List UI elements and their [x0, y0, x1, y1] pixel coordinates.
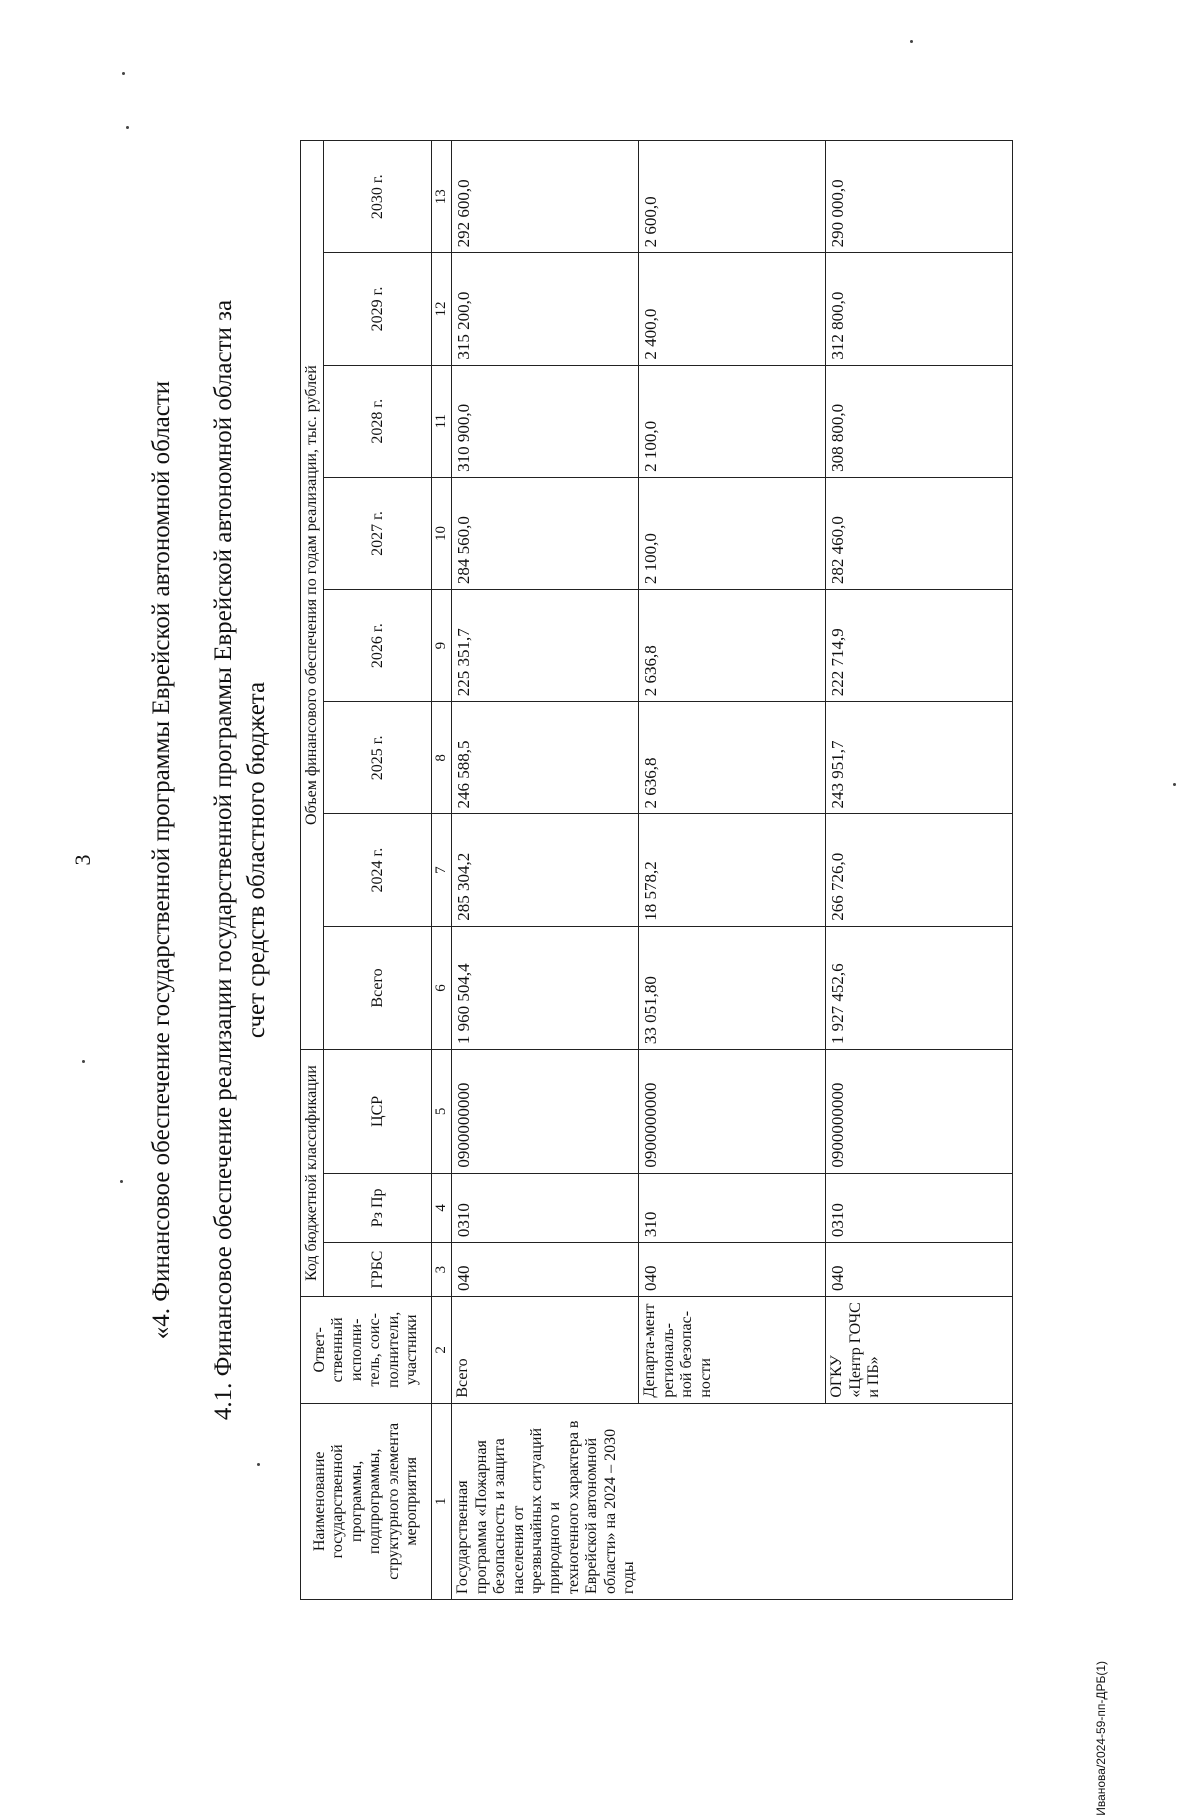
- header-funding: Объем финансового обеспечения по годам реализации, тыс. рублей: [301, 141, 324, 1050]
- header-year: 2028 г.: [324, 365, 432, 477]
- scan-speck: [910, 40, 913, 43]
- column-number: 5: [432, 1050, 452, 1173]
- header-row-1: [301, 141, 324, 1600]
- total-cell: 33 051,80: [639, 926, 826, 1049]
- year-value-cell: 310 900,0: [452, 365, 639, 477]
- responsible-cell: ОГКУ «Центр ГОЧС и ПБ»: [826, 1297, 1013, 1404]
- year-value-cell: 308 800,0: [826, 365, 1013, 477]
- responsible-cell: Всего: [452, 1297, 639, 1404]
- responsible-cell: Департа-мент региональ-ной безопас-ности: [639, 1297, 826, 1404]
- scan-speck: [122, 72, 125, 75]
- year-value-cell: 292 600,0: [452, 141, 639, 253]
- rz-pr-cell: 0310: [452, 1173, 639, 1243]
- column-number: 13: [432, 141, 452, 253]
- year-value-cell: 243 951,7: [826, 702, 1013, 814]
- rz-pr-cell: 0310: [826, 1173, 1013, 1243]
- year-value-cell: 285 304,2: [452, 814, 639, 926]
- scan-speck: [126, 126, 129, 129]
- year-value-cell: 2 400,0: [639, 253, 826, 365]
- rz-pr-cell: 310: [639, 1173, 826, 1243]
- year-value-cell: 266 726,0: [826, 814, 1013, 926]
- column-number: 11: [432, 365, 452, 477]
- header-budget-code: Код бюджетной классификации: [301, 1050, 324, 1297]
- section-heading: «4. Финансовое обеспечение государственной программы Еврейской автономной области: [148, 380, 175, 1340]
- scan-speck: [82, 1060, 85, 1063]
- column-number: 7: [432, 814, 452, 926]
- table-row: [826, 141, 1013, 1600]
- total-cell: 1 960 504,4: [452, 926, 639, 1049]
- scan-speck: [257, 1463, 260, 1466]
- column-number-row: [432, 141, 452, 1600]
- subsection-heading: 4.1. Финансовое обеспечение реализации государственной программы Еврейской автономной области за счет средств областного бюджета: [210, 299, 270, 1421]
- year-value-cell: 282 460,0: [826, 477, 1013, 589]
- csr-cell: 0900000000: [826, 1050, 1013, 1173]
- header-year: 2027 г.: [324, 477, 432, 589]
- program-name-cell: Государственная программа «Пожарная безопасность и защита населения от чрезвычайных ситуаций природного и техногенного характера в Еврейской автономной области» на 2024 – 2030 годы: [452, 1403, 1013, 1599]
- column-number: 6: [432, 926, 452, 1049]
- year-value-cell: 290 000,0: [826, 141, 1013, 253]
- scan-speck: [1173, 783, 1176, 786]
- header-responsible: Ответ-ственный исполни-тель, соис-полнители, участники: [301, 1297, 432, 1404]
- page-number: 3: [70, 854, 95, 866]
- column-number: 9: [432, 590, 452, 702]
- year-value-cell: 246 588,5: [452, 702, 639, 814]
- header-grbs: ГРБС: [324, 1243, 432, 1297]
- header-year: 2025 г.: [324, 702, 432, 814]
- table-row: [452, 141, 639, 1600]
- header-year: 2029 г.: [324, 253, 432, 365]
- column-number: 8: [432, 702, 452, 814]
- header-year: 2024 г.: [324, 814, 432, 926]
- year-value-cell: 315 200,0: [452, 253, 639, 365]
- table-row: [639, 141, 826, 1600]
- year-value-cell: 2 100,0: [639, 477, 826, 589]
- column-number: 1: [432, 1403, 452, 1599]
- grbs-cell: 040: [826, 1243, 1013, 1297]
- year-value-cell: 222 714,9: [826, 590, 1013, 702]
- year-value-cell: 225 351,7: [452, 590, 639, 702]
- csr-cell: 0900000000: [639, 1050, 826, 1173]
- header-year: 2030 г.: [324, 141, 432, 253]
- year-value-cell: 312 800,0: [826, 253, 1013, 365]
- grbs-cell: 040: [452, 1243, 639, 1297]
- year-value-cell: 18 578,2: [639, 814, 826, 926]
- column-number: 3: [432, 1243, 452, 1297]
- year-value-cell: 2 100,0: [639, 365, 826, 477]
- financing-table: [300, 140, 1013, 1600]
- column-number: 12: [432, 253, 452, 365]
- column-number: 10: [432, 477, 452, 589]
- header-total: Всего: [324, 926, 432, 1049]
- header-year: 2026 г.: [324, 590, 432, 702]
- document-code: Иванова/2024-59-пп-ДРБ(1): [1094, 1661, 1108, 1816]
- grbs-cell: 040: [639, 1243, 826, 1297]
- scan-speck: [120, 1180, 123, 1183]
- year-value-cell: 2 600,0: [639, 141, 826, 253]
- csr-cell: 0900000000: [452, 1050, 639, 1173]
- column-number: 2: [432, 1297, 452, 1404]
- header-csr: ЦСР: [324, 1050, 432, 1173]
- total-cell: 1 927 452,6: [826, 926, 1013, 1049]
- year-value-cell: 284 560,0: [452, 477, 639, 589]
- column-number: 4: [432, 1173, 452, 1243]
- year-value-cell: 2 636,8: [639, 702, 826, 814]
- year-value-cell: 2 636,8: [639, 590, 826, 702]
- header-rz-pr: Рз Пр: [324, 1173, 432, 1243]
- rotated-page-content: [60, 60, 1160, 1660]
- header-name: Наименование государственной программы, подпрограммы, структурного элемента мероприятия: [301, 1403, 432, 1599]
